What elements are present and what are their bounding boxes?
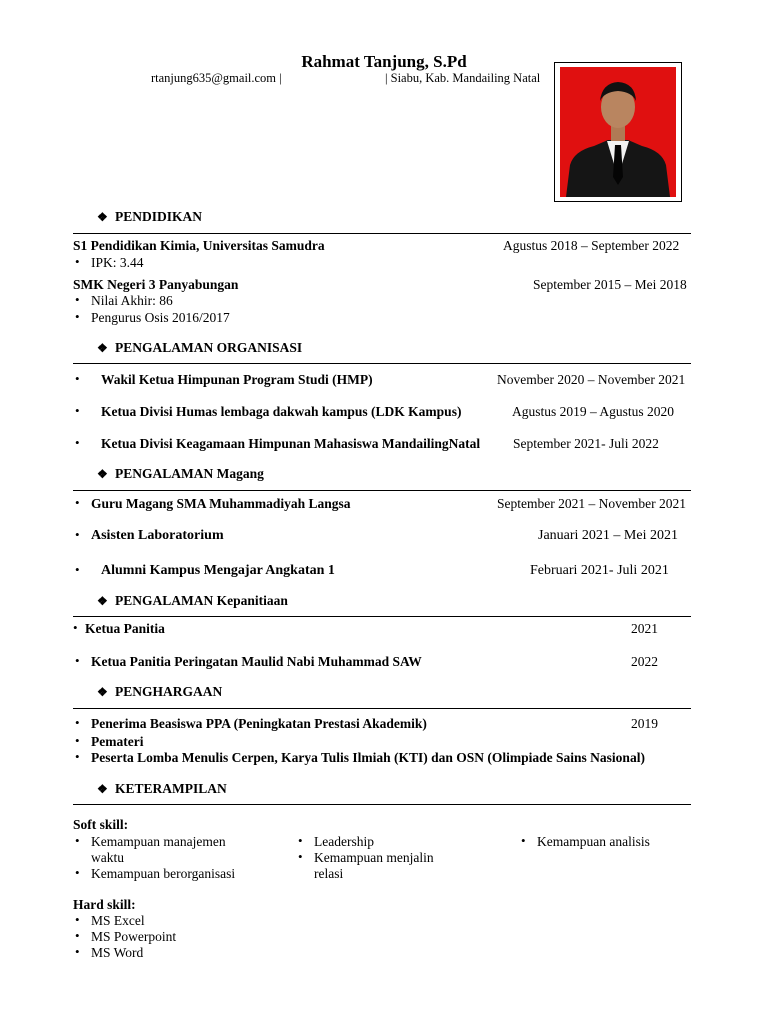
education-school: S1 Pendidikan Kimia, Universitas Samudra: [73, 238, 325, 253]
organization-role: Ketua Divisi Humas lembaga dakwah kampus (LDK Kampus): [101, 404, 462, 419]
bullet-dot-icon: •: [75, 527, 80, 542]
bullet-dot-icon: •: [298, 849, 303, 864]
section-title-organization: ❖ PENGALAMAN ORGANISASI: [97, 340, 303, 355]
education-detail: Nilai Akhir: 86: [91, 293, 173, 308]
award-date: 2019: [631, 716, 658, 731]
bullet-dot-icon: •: [73, 620, 78, 635]
hard-skill-label: Hard skill:: [73, 897, 136, 912]
section-title-awards: ❖ PENGHARGAAN: [97, 684, 223, 699]
soft-skill-label: Soft skill:: [73, 817, 129, 832]
contact-address: | Siabu, Kab. Mandailing Natal: [385, 71, 541, 85]
internship-role: Asisten Laboratorium: [91, 528, 224, 543]
soft-skill-item: Kemampuan manajemen: [91, 834, 226, 849]
soft-skill-item: Kemampuan menjalin: [314, 850, 434, 865]
soft-skill-item: waktu: [91, 850, 124, 865]
bullet-dot-icon: •: [75, 733, 80, 748]
contact-email: rtanjung635@gmail.com |: [151, 71, 282, 85]
section-title-skills: ❖ KETERAMPILAN: [97, 781, 227, 796]
internship-role: Guru Magang SMA Muhammadiyah Langsa: [91, 496, 351, 511]
education-detail: Pengurus Osis 2016/2017: [91, 310, 230, 325]
bullet-dot-icon: •: [75, 403, 80, 418]
section-divider: [73, 363, 691, 364]
organization-role: Ketua Divisi Keagamaan Himpunan Mahasiswa MandailingNatal: [101, 436, 481, 451]
bullet-dot-icon: •: [75, 371, 80, 386]
organization-date: November 2020 – November 2021: [497, 372, 686, 387]
section-title-internship: ❖ PENGALAMAN Magang: [97, 466, 264, 481]
award-title: Penerima Beasiswa PPA (Peningkatan Prestasi Akademik): [91, 716, 427, 731]
section-divider: [73, 490, 691, 491]
education-date: Agustus 2018 – September 2022: [503, 238, 680, 253]
profile-photo: [554, 62, 682, 202]
bullet-dot-icon: •: [75, 749, 80, 764]
hard-skill-item: MS Word: [91, 945, 144, 960]
education-detail: IPK: 3.44: [91, 255, 144, 270]
diamond-bullet-icon: ❖: [97, 341, 108, 355]
internship-date: September 2021 – November 2021: [497, 496, 686, 511]
section-divider: [73, 804, 691, 805]
hard-skill-item: MS Powerpoint: [91, 929, 177, 944]
education-date: September 2015 – Mei 2018: [533, 277, 687, 292]
bullet-dot-icon: •: [75, 944, 80, 959]
organization-role: Wakil Ketua Himpunan Program Studi (HMP): [101, 372, 373, 387]
bullet-dot-icon: •: [521, 833, 526, 848]
resume-name: Rahmat Tanjung, S.Pd: [301, 52, 467, 71]
bullet-dot-icon: •: [75, 309, 80, 324]
bullet-dot-icon: •: [75, 562, 80, 577]
organization-date: September 2021- Juli 2022: [513, 436, 659, 451]
committee-role: Ketua Panitia Peringatan Maulid Nabi Muhammad SAW: [91, 654, 422, 669]
bullet-dot-icon: •: [298, 833, 303, 848]
soft-skill-item: Leadership: [314, 834, 374, 849]
committee-date: 2021: [631, 621, 658, 636]
bullet-dot-icon: •: [75, 833, 80, 848]
internship-date: Januari 2021 – Mei 2021: [538, 528, 678, 543]
section-title-committee: ❖ PENGALAMAN Kepanitiaan: [97, 593, 288, 608]
section-divider: [73, 616, 691, 617]
internship-role: Alumni Kampus Mengajar Angkatan 1: [101, 563, 335, 578]
soft-skill-item: Kemampuan analisis: [537, 834, 650, 849]
award-title: Pemateri: [91, 734, 144, 749]
section-divider: [73, 233, 691, 234]
hard-skill-item: MS Excel: [91, 913, 145, 928]
section-title-education: ❖ PENDIDIKAN: [97, 209, 203, 224]
diamond-bullet-icon: ❖: [97, 782, 108, 796]
bullet-dot-icon: •: [75, 495, 80, 510]
internship-date: Februari 2021- Juli 2021: [530, 563, 669, 578]
diamond-bullet-icon: ❖: [97, 685, 108, 699]
committee-role: Ketua Panitia: [85, 621, 165, 636]
diamond-bullet-icon: ❖: [97, 594, 108, 608]
bullet-dot-icon: •: [75, 912, 80, 927]
diamond-bullet-icon: ❖: [97, 467, 108, 481]
education-school: SMK Negeri 3 Panyabungan: [73, 277, 239, 292]
bullet-dot-icon: •: [75, 928, 80, 943]
bullet-dot-icon: •: [75, 435, 80, 450]
bullet-dot-icon: •: [75, 292, 80, 307]
award-title: Peserta Lomba Menulis Cerpen, Karya Tulis Ilmiah (KTI) dan OSN (Olimpiade Sains Nasional): [91, 750, 645, 765]
section-divider: [73, 708, 691, 709]
bullet-dot-icon: •: [75, 865, 80, 880]
committee-date: 2022: [631, 654, 658, 669]
bullet-dot-icon: •: [75, 715, 80, 730]
organization-date: Agustus 2019 – Agustus 2020: [512, 404, 675, 419]
soft-skill-item: relasi: [314, 866, 344, 881]
soft-skill-item: Kemampuan berorganisasi: [91, 866, 236, 881]
bullet-dot-icon: •: [75, 653, 80, 668]
bullet-dot-icon: •: [75, 254, 80, 269]
diamond-bullet-icon: ❖: [97, 210, 108, 224]
